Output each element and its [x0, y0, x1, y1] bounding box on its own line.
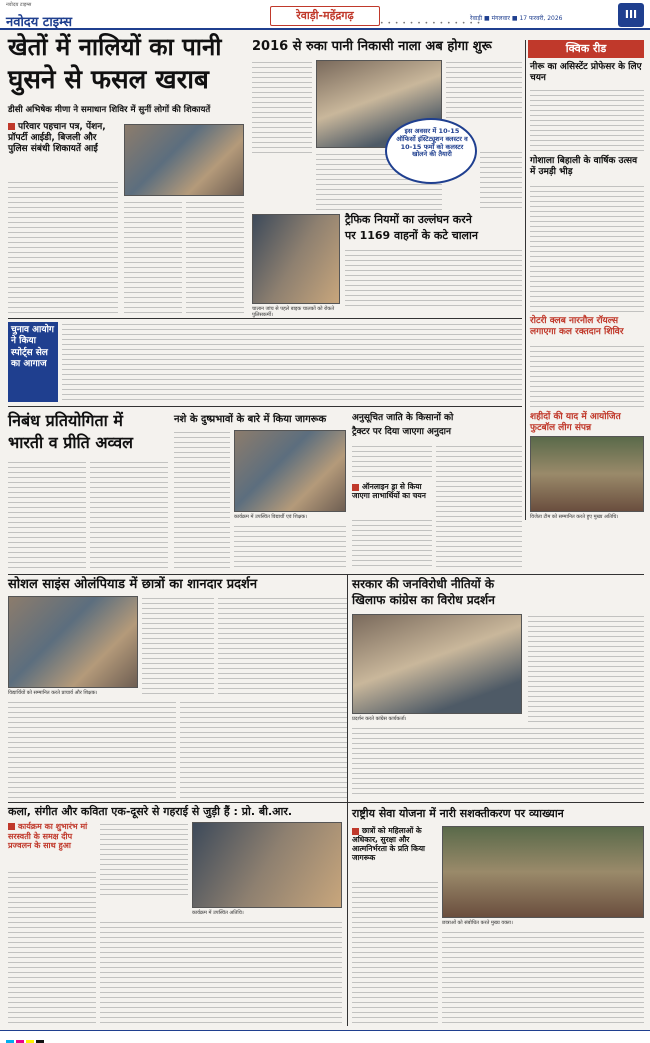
arts-text-3 — [100, 920, 342, 1026]
nala-text-4 — [480, 150, 522, 210]
arts-caption: कार्यक्रम में उपस्थित अतिथि। — [192, 910, 244, 916]
masthead-dots: • • • • • • • • • • • • • • — [380, 20, 482, 27]
divider-1 — [8, 318, 522, 319]
black-swatch — [36, 1040, 44, 1043]
page-number: III — [618, 3, 644, 27]
lead-text-col1 — [8, 180, 118, 316]
congress-headline-1: सरकार की जनविरोधी नीतियों के — [352, 577, 495, 591]
lead-photo — [124, 124, 244, 196]
social-text-3 — [180, 700, 348, 798]
social-text-1 — [8, 700, 176, 798]
bullet-square — [352, 484, 359, 491]
lead-headline-1: खेतों में नालियों का पानी — [8, 33, 222, 61]
bullet-square — [8, 823, 15, 830]
quickread-item2: गोशाला बिहाली के वार्षिक उत्सव में उमड़ी भीड़ — [530, 156, 638, 177]
quickread-item3: रोटरी क्लब नारनौल रॉयल्स लगाएगा कल रक्तदान शिविर — [530, 316, 624, 337]
tractor-headline-1: अनुसूचित जाति के किसानों को — [352, 413, 454, 423]
congress-photo — [352, 614, 522, 714]
divider-5 — [347, 574, 348, 1026]
divider-2 — [8, 406, 522, 407]
nss-bullet-text: छात्रों को महिलाओं के अधिकार, सुरक्षा और आत्मनिर्भरता के प्रति किया जागरूक — [352, 826, 425, 862]
arts-bullet-text: कार्यक्रम का शुभारंभ मां सरस्वती के समक्ष दीप प्रज्वलन के साथ हुआ — [8, 822, 88, 851]
divider-3 — [8, 574, 644, 575]
nss-bullet — [352, 826, 438, 862]
traffic-headline-2: पर 1169 वाहनों के कटे चालान — [345, 229, 478, 242]
social-text-2 — [142, 596, 214, 696]
essay-headline-2: भारती व प्रीति अव्वल — [8, 433, 133, 452]
quickread-text3 — [530, 344, 644, 408]
footer-strip — [0, 1030, 650, 1043]
tractor-bullet-text: ऑनलाइन ड्रा से किया जाएगा लाभार्थियों का चयन — [352, 482, 426, 500]
quickread-item4: शहीदों की याद में आयोजित फुटबॉल लीग संपन्न — [530, 412, 621, 433]
lead-text-col2 — [124, 200, 182, 316]
divider-4 — [8, 802, 644, 803]
quickread-text2 — [530, 184, 644, 312]
election-text — [62, 322, 522, 402]
magenta-swatch — [16, 1040, 24, 1043]
masthead-top-text: नवोदय टाइम्स — [6, 2, 32, 8]
lead-text-col3 — [186, 200, 244, 316]
quickread-photo — [530, 436, 644, 512]
nss-text-2 — [442, 930, 644, 1026]
drugs-caption: कार्यक्रम में उपस्थित विद्यार्थी एवं शिक्षक। — [234, 514, 308, 520]
election-box-text: चुनाव आयोग ने किया स्पोर्ट्स सेल का आगाज — [11, 325, 54, 369]
congress-text-2 — [528, 614, 644, 722]
drugs-text-1 — [174, 430, 230, 570]
arts-photo — [192, 822, 342, 908]
drugs-photo — [234, 430, 346, 512]
arts-text-1 — [8, 870, 96, 1026]
congress-text-1 — [352, 726, 644, 798]
essay-text-2 — [90, 460, 168, 570]
congress-caption: प्रदर्शन करते कांग्रेस कार्यकर्ता। — [352, 716, 407, 722]
cyan-swatch — [6, 1040, 14, 1043]
quickread-title — [528, 40, 644, 58]
nss-caption: छात्राओं को संबोधित करते मुख्य वक्ता। — [442, 920, 513, 926]
nala-text-3 — [446, 60, 522, 120]
election-box — [8, 322, 58, 402]
nala-headline: 2016 से रुका पानी निकासी नाला अब होगा शुरू — [252, 39, 492, 54]
tractor-text-1 — [352, 444, 432, 478]
arts-headline: कला, संगीत और कविता एक-दूसरे से गहराई से जुड़ी हैं : प्रो. बी.आर. — [8, 805, 293, 818]
social-caption: विद्यार्थियों को सम्मानित करते प्राचार्य और शिक्षक। — [8, 690, 98, 696]
bullet-square — [8, 123, 15, 130]
social-photo — [8, 596, 138, 688]
masthead-brand: नवोदय टाइम्स — [6, 15, 73, 30]
tractor-text-2 — [436, 444, 522, 570]
traffic-caption: चालान जांच से पहले बाइक चालकों को रोकते पुलिसकर्मी। — [252, 306, 335, 318]
tractor-headline-2: ट्रैक्टर पर दिया जाएगा अनुदान — [352, 427, 452, 437]
yellow-swatch — [26, 1040, 34, 1043]
color-registration — [6, 1033, 46, 1043]
lead-subhead: डीसी अभिषेक मीणा ने समाधान शिविर में सुनीं लोगों की शिकायतें — [8, 105, 211, 115]
bullet-square — [352, 828, 359, 835]
quickread-caption: विजेता टीम को सम्मानित करते हुए मुख्य अतिथि। — [530, 514, 619, 520]
tractor-text-3 — [352, 518, 432, 570]
masthead-city: रेवाड़ी-महेंद्रगढ़ — [270, 6, 380, 26]
quickread-title-text: क्विक रीड — [565, 42, 607, 55]
drugs-text-2 — [234, 524, 346, 570]
nala-text-1 — [252, 60, 312, 156]
quickread-divider — [525, 40, 526, 520]
arts-bullet — [8, 822, 96, 851]
tractor-bullet — [352, 482, 432, 500]
lead-headline-2: घुसने से फसल खराब — [8, 65, 209, 95]
lead-bullet — [8, 122, 118, 154]
nss-photo — [442, 826, 644, 918]
drugs-headline: नशे के दुष्प्रभावों के बारे में किया जागरूक — [174, 414, 327, 425]
social-headline: सोशल साइंस ओलंपियाड में छात्रों का शानदार प्रदर्शन — [8, 577, 258, 592]
nala-callout-text: इस अवसर में 10-15 ऑफिसों इंस्टिट्यूशन क्लस्टर व 10-15 फर्मों को कलस्टर खोलने की तैयारी — [396, 127, 468, 159]
nss-headline: राष्ट्रीय सेवा योजना में नारी सशक्तीकरण पर व्याख्यान — [352, 807, 564, 820]
masthead-date: रेवाड़ी ■ मंगलवार ■ 17 फरवरी, 2026 — [470, 15, 563, 22]
traffic-photo — [252, 214, 340, 304]
traffic-text-1 — [345, 248, 522, 308]
arts-text-2 — [100, 822, 188, 896]
masthead — [0, 0, 650, 30]
essay-text-1 — [8, 460, 86, 570]
essay-headline-1: निबंध प्रतियोगिता में — [8, 411, 123, 430]
social-text-4 — [218, 596, 348, 696]
traffic-headline-1: ट्रैफिक नियमों का उल्लंघन करने — [345, 213, 472, 226]
nss-text-1 — [352, 880, 438, 1026]
quickread-item1: नीरू का असिस्टेंट प्रोफेसर के लिए चयन — [530, 62, 642, 83]
congress-headline-2: खिलाफ कांग्रेस का विरोध प्रदर्शन — [352, 593, 495, 607]
quickread-text1 — [530, 88, 644, 152]
lead-bullet-text: परिवार पहचान पत्र, पेंशन, प्रॉपर्टी आईडी, बिजली और पुलिस संबंधी शिकायतें आईं — [8, 122, 106, 154]
